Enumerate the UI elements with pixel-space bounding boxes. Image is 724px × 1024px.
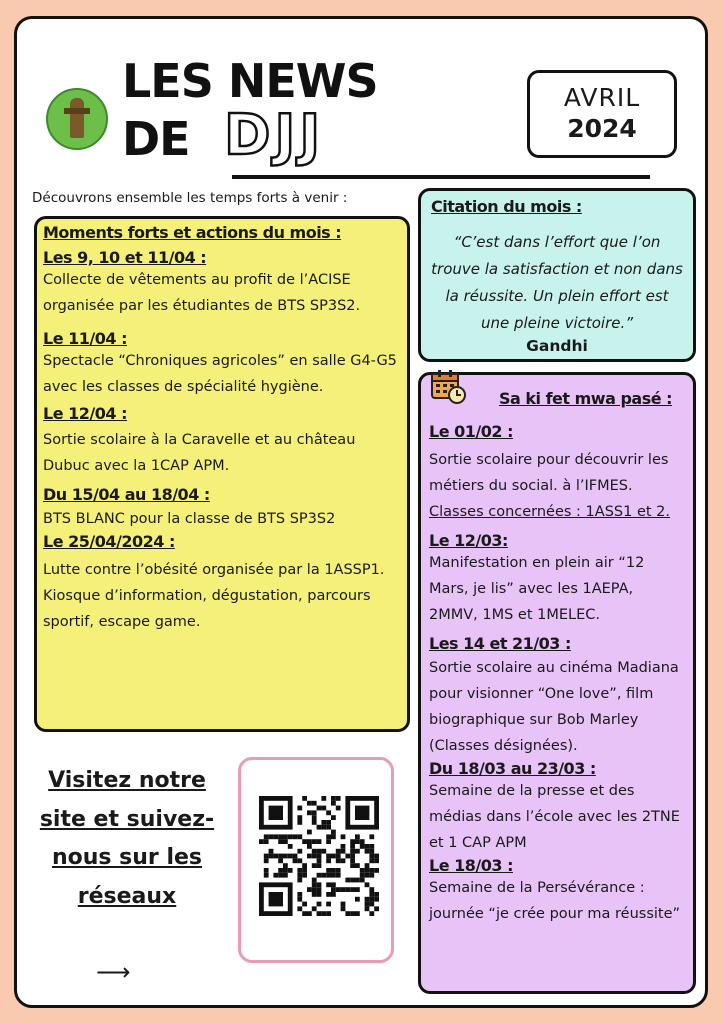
event-text: Collecte de vêtements au profit de l’ACISE organisée par les étudiantes de BTS SP3S2. [43, 272, 361, 314]
past-heading: Sa ki fet mwa pasé : [499, 389, 673, 408]
event-text: Sortie scolaire pour découvrir les métiers du social. à l’IFMES. [429, 452, 669, 494]
event-text: Sortie scolaire au cinéma Madiana pour visionner “One love”, film biographique sur Bob Marley (Classes désignées). [429, 660, 679, 754]
visit-website-text: Visitez notre site et suivez-nous sur les réseaux [39, 768, 215, 909]
qr-code-frame[interactable] [238, 757, 394, 963]
quote-heading: Citation du mois : [431, 197, 582, 216]
month-label: AVRIL [563, 83, 641, 112]
event-text: Manifestation en plein air “12 Mars, je lis” avec les 1AEPA, 2MMV, 1MS et 1MELEC. [429, 555, 645, 623]
quote-text: “C’est dans l’effort que l’on trouve la satisfaction et non dans la réussite. Un plein effort est une pleine victoire.” [431, 233, 683, 332]
title-line-2: DE [122, 112, 190, 166]
quote-author: Gandhi [526, 337, 588, 355]
event-date: Le 18/03 : [429, 856, 513, 875]
event-text: Spectacle “Chroniques agricoles” en salle G4-G5 avec les classes de spécialité hygiène. [43, 353, 397, 395]
title-brand: DJJ [224, 103, 325, 168]
header-divider [232, 175, 650, 179]
event-date: Les 9, 10 et 11/04 : [43, 248, 207, 267]
event-date: Du 15/04 au 18/04 : [43, 485, 210, 504]
event-text: Semaine de la presse et des médias dans l’école avec les 2TNE et 1 CAP APM [429, 783, 680, 851]
intro-text: Découvrons ensemble les temps forts à venir : [32, 190, 348, 206]
moments-panel [34, 216, 410, 732]
date-box [527, 70, 677, 158]
quote-panel [418, 188, 696, 362]
event-date: Le 11/04 : [43, 329, 127, 348]
event-text: Lutte contre l’obésité organisée par la 1ASSP1. Kiosque d’information, dégustation, parcours sportif, escape game. [43, 562, 385, 630]
year-label: 2024 [567, 114, 637, 143]
event-date: Le 12/03: [429, 531, 508, 550]
past-events-panel [418, 372, 696, 994]
event-date: Le 25/04/2024 : [43, 532, 175, 551]
arrow-right-icon: ⟶ [96, 958, 131, 986]
event-text: BTS BLANC pour la classe de BTS SP3S2 [43, 511, 336, 527]
event-date: Le 01/02 : [429, 422, 513, 441]
moments-heading: Moments forts et actions du mois : [43, 223, 342, 242]
event-date: Le 12/04 : [43, 404, 127, 423]
school-emblem-icon [46, 88, 108, 150]
calendar-clock-icon [430, 368, 466, 404]
event-text: Semaine de la Persévérance : journée “je crée pour ma réussite” [429, 880, 681, 922]
event-date: Les 14 et 21/03 : [429, 634, 571, 653]
title-line-1: LES NEWS [122, 54, 378, 108]
event-text: Sortie scolaire à la Caravelle et au château Dubuc avec la 1CAP APM. [43, 432, 356, 474]
qr-code-icon[interactable] [259, 796, 379, 916]
event-classes: Classes concernées : 1ASS1 et 2. [429, 504, 670, 520]
event-date: Du 18/03 au 23/03 : [429, 759, 596, 778]
